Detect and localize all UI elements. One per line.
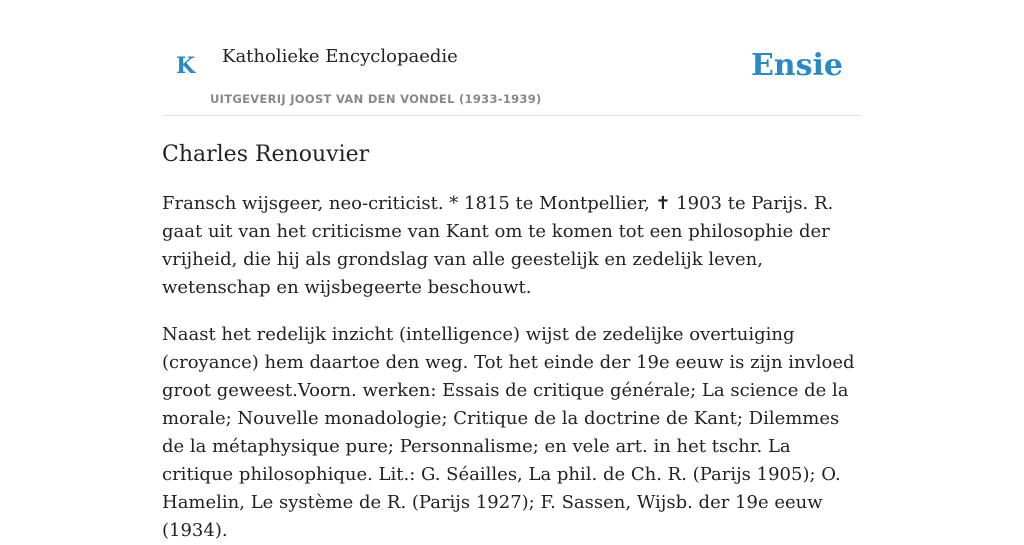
article-title: Charles Renouvier xyxy=(162,142,370,167)
article-body xyxy=(162,190,862,545)
encyclopedia-title-link[interactable]: Katholieke Encyclopaedie xyxy=(222,46,458,67)
ensie-brand-link[interactable]: Ensie xyxy=(750,48,843,83)
encyclopedia-logo[interactable]: K xyxy=(176,53,196,79)
page xyxy=(162,0,862,545)
article-paragraph: Naast het redelijk inzicht (intelligence) wijst de zedelijke overtuiging (croyance) hem daartoe den weg. Tot het einde der 19e eeuw is zijn invloed groot geweest.Voorn. werken: Essais de critique générale; La science de la morale; Nouvelle monadologie; Critique de la doctrine de Kant; Dilemmes de la métaphysique pure; Personnalisme; en vele art. in het tschr. La critique philosophique. Lit.: G. Séailles, La phil. de Ch. R. (Parijs 1905); O. Hamelin, Le système de R. (Parijs 1927); F. Sassen, Wijsb. der 19e eeuw (1934). xyxy=(162,324,855,542)
article-paragraph: Fransch wijsgeer, neo-criticist. * 1815 te Montpellier, ✝ 1903 te Parijs. R. gaat uit van het criticisme van Kant om te komen tot een philosophie der vrijheid, die hij als grondslag van alle geestelijk en zedelijk leven, wetenschap en wijsbegeerte beschouwt. xyxy=(162,193,834,299)
publisher-label: UITGEVERIJ JOOST VAN DEN VONDEL (1933-1939) xyxy=(210,92,542,106)
encyclopedia-header xyxy=(162,0,862,116)
